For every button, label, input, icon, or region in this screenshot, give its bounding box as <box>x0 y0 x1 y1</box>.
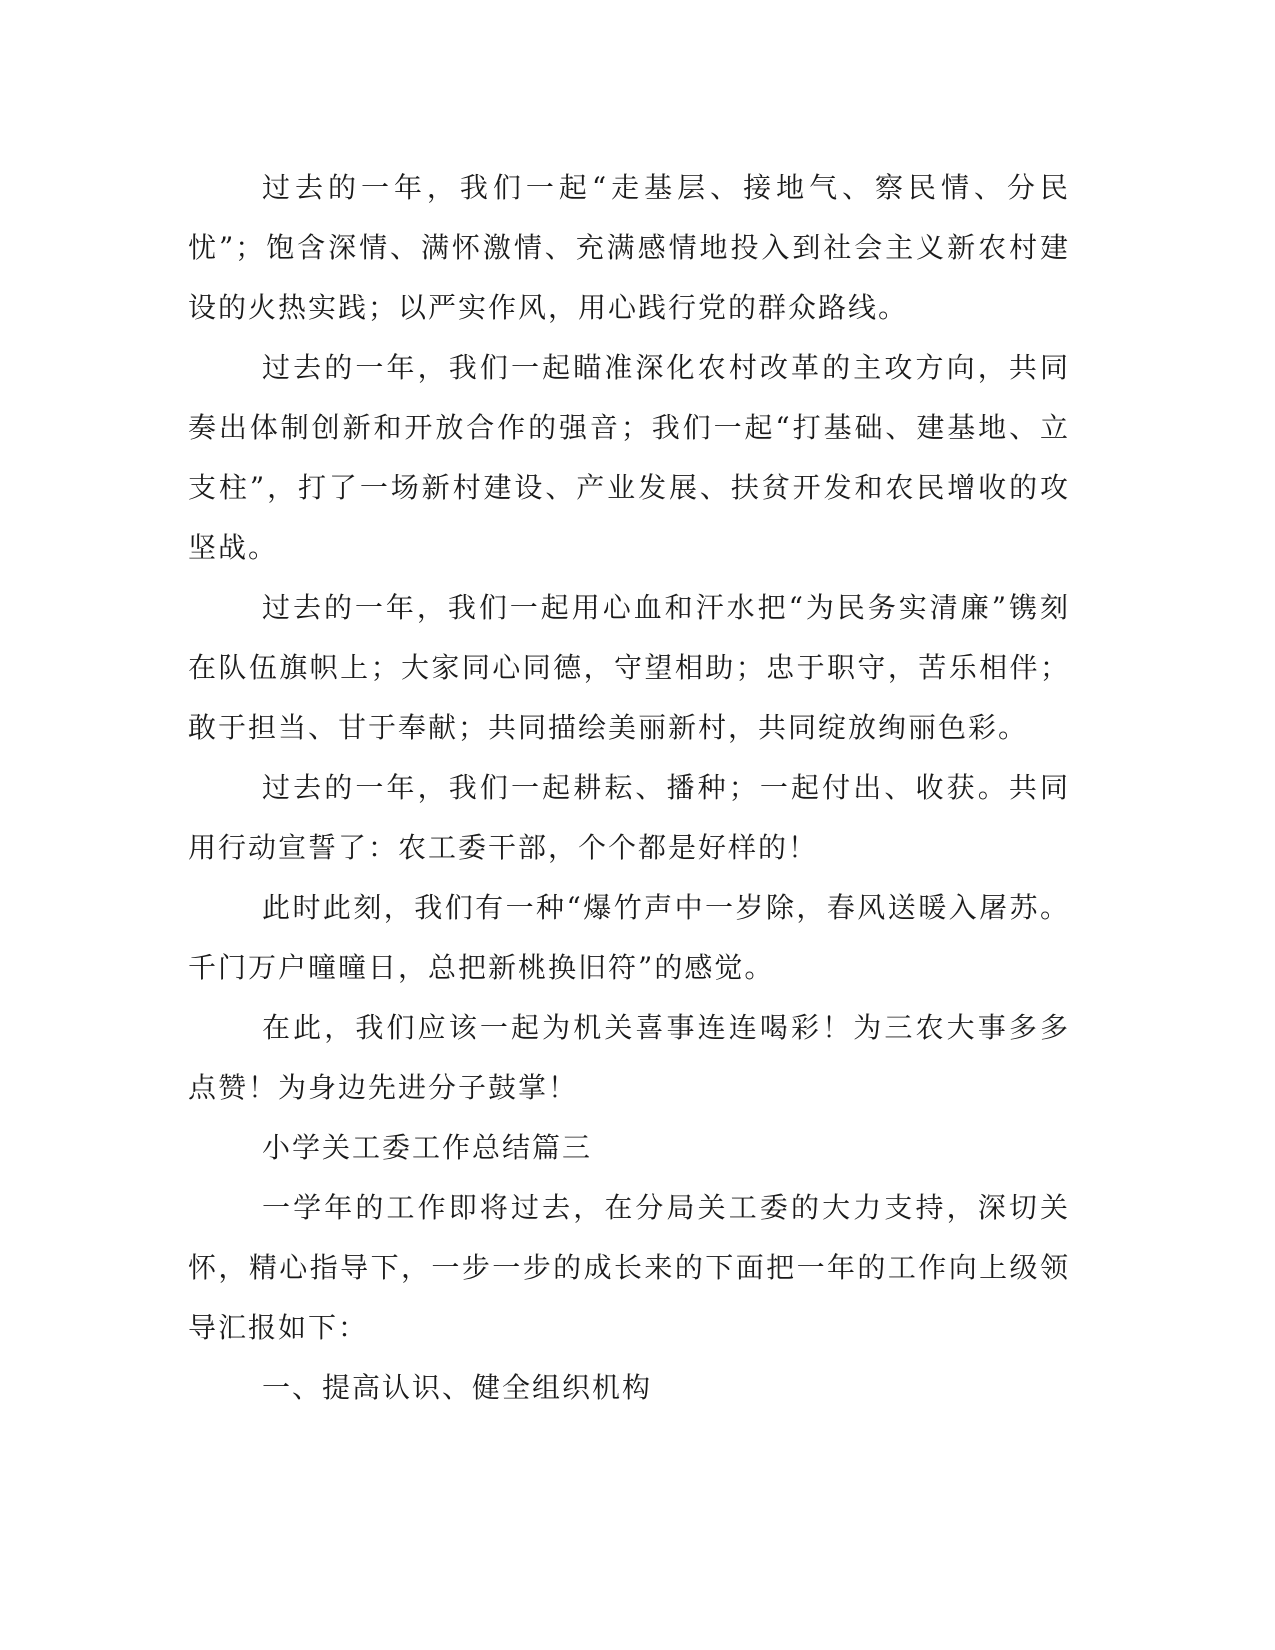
section-heading: 小学关工委工作总结篇三 <box>262 1131 593 1164</box>
paragraph-1: 过去的一年，我们一起“走基层、接地气、察民情、分民忧”；饱含深情、满怀激情、充满感情地投入到社会主义新农村建设的火热实践；以严实作风，用心践行党的群众路线。 <box>188 171 1070 324</box>
paragraph-7: 一学年的工作即将过去，在分局关工委的大力支持，深切关怀，精心指导下，一步一步的成长来的下面把一年的工作向上级领导汇报如下： <box>188 1191 1070 1344</box>
paragraph-6: 在此，我们应该一起为机关喜事连连喝彩！为三农大事多多点赞！为身边先进分子鼓掌！ <box>188 1011 1070 1104</box>
paragraph-3: 过去的一年，我们一起用心血和汗水把“为民务实清廉”镌刻在队伍旗帜上；大家同心同德，守望相助；忠于职守，苦乐相伴；敢于担当、甘于奉献；共同描绘美丽新村，共同绽放绚丽色彩。 <box>188 591 1070 744</box>
paragraph-5: 此时此刻，我们有一种“爆竹声中一岁除，春风送暖入屠苏。千门万户曈曈日，总把新桃换旧符”的感觉。 <box>188 891 1070 984</box>
subsection-heading: 一、提高认识、健全组织机构 <box>262 1371 653 1404</box>
paragraph-4: 过去的一年，我们一起耕耘、播种；一起付出、收获。共同用行动宣誓了：农工委干部，个个都是好样的！ <box>188 771 1070 864</box>
paragraph-2: 过去的一年，我们一起瞄准深化农村改革的主攻方向，共同奏出体制创新和开放合作的强音；我们一起“打基础、建基地、立支柱”，打了一场新村建设、产业发展、扶贫开发和农民增收的攻坚战。 <box>188 351 1070 564</box>
document-page <box>188 158 1070 1418</box>
